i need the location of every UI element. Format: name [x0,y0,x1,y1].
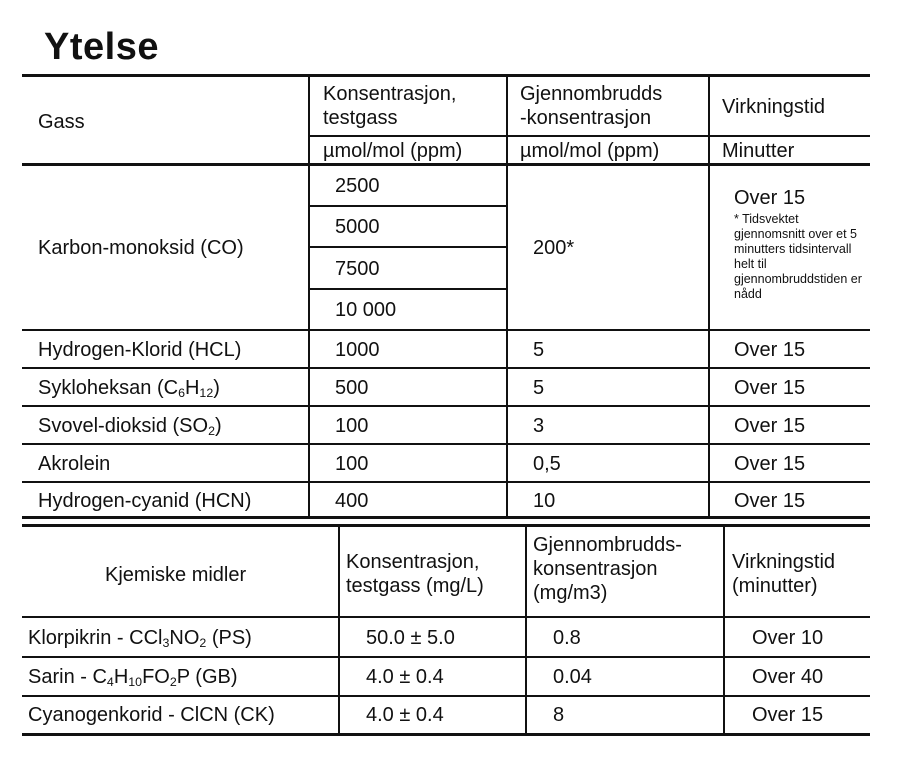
header-breakthrough [533,533,682,605]
co-footnote: * Tidsvektet gjennomsnitt over et 5 minutters tidsintervall helt til gjennombruddstiden er nådd [734,212,862,301]
header-chemical-agents: Kjemiske midler [105,564,247,586]
gas-breakthrough: 5 [533,339,545,361]
co-concentration: 7500 [335,258,380,280]
gas-action-time: Over 15 [734,377,806,399]
header-breakthrough-line3: (mg/m3) [533,582,608,604]
gas-action-time: Over 15 [734,490,806,512]
co-subrow-divider-3 [309,288,507,290]
header-breakthrough-line1: Gjennombrudds- [533,534,682,556]
header-concentration-line1: Konsentrasjon, [323,83,457,105]
table1-row-divider [22,443,870,445]
gas-name: Svovel-dioksid $(SO_2)$ [38,415,222,439]
co-action-time: Over 15 [734,187,806,209]
gas-name: Akrolein [38,453,111,475]
gas-concentration: 100 [335,415,369,437]
gas-name: Hydrogen-Klorid (HCL) [38,339,242,361]
header-breakthrough-line1: Gjennombrudds [520,83,663,105]
gas-name: Sykloheksan $(C_6H_{12})$ [38,377,220,401]
gas-breakthrough: 5 [533,377,545,399]
agent-name: Klorpikrin - $CCl_3NO_2$ (PS) [28,627,252,651]
table1-column-divider [308,75,310,518]
gas-action-time: Over 15 [734,339,806,361]
table1-bottom-border [22,516,870,519]
table2-row-divider [22,656,870,658]
gas-concentration: 1000 [335,339,380,361]
gas-breakthrough: 3 [533,415,545,437]
agent-breakthrough: 8 [553,704,565,726]
table1-column-divider [708,75,710,518]
table1-header-bottom [22,163,870,166]
gas-action-time: Over 15 [734,415,806,437]
page-title: Ytelse [44,26,159,68]
co-concentration: 5000 [335,216,380,238]
co-gas-name: Karbon-monoksid (CO) [38,237,244,259]
gas-concentration: 100 [335,453,369,475]
table2-column-divider [338,526,340,735]
gas-action-time: Over 15 [734,453,806,475]
header-gas: Gass [38,111,85,133]
agent-breakthrough: 0.04 [553,666,592,688]
agent-action-time: Over 40 [752,666,824,688]
table1-row-divider [22,405,870,407]
header-breakthrough-unit: µmol/mol (ppm) [520,140,660,162]
header-concentration [346,550,484,598]
agent-action-time: Over 15 [752,704,824,726]
co-subrow-divider-1 [309,205,507,207]
header-action-time [732,550,835,598]
header-action-time-unit: Minutter [722,140,795,162]
gas-concentration: 500 [335,377,369,399]
co-breakthrough: 200* [533,237,575,259]
header-concentration-line2: testgass [323,107,398,129]
header-action-time-line2: (minutter) [732,575,818,597]
table1-row-divider [22,367,870,369]
agent-action-time: Over 10 [752,627,824,649]
table-separator [22,524,870,527]
agent-concentration: 4.0 ± 0.4 [366,666,444,688]
agent-concentration: 4.0 ± 0.4 [366,704,444,726]
table2-header-bottom [22,616,870,618]
gas-breakthrough: 10 [533,490,556,512]
co-concentration: 10 000 [335,299,397,321]
agent-breakthrough: 0.8 [553,627,581,649]
header-breakthrough [520,82,662,130]
gas-breakthrough: 0,5 [533,453,561,475]
header-concentration-line2: testgass (mg/L) [346,575,484,597]
table1-column-divider [506,75,508,518]
header-concentration-line1: Konsentrasjon, [346,551,480,573]
header-breakthrough-line2: -konsentrasjon [520,107,652,129]
gas-name: Hydrogen-cyanid (HCN) [38,490,252,512]
table1-row-divider [22,329,870,331]
header-action-time-line1: Virkningstid [732,551,836,573]
agent-name: Sarin - $C_4H_{10}FO_2P$ (GB) [28,666,238,690]
table1-top-border [22,74,870,77]
table1-row-divider [22,481,870,483]
header-concentration [323,82,456,130]
table1-header-divider [309,135,870,137]
agent-concentration: 50.0 ± 5.0 [366,627,455,649]
gas-concentration: 400 [335,490,369,512]
table2-row-divider [22,695,870,697]
table2-column-divider [723,526,725,735]
agent-name: Cyanogenkorid - ClCN (CK) [28,704,275,726]
header-breakthrough-line2: konsentrasjon [533,558,658,580]
co-concentration: 2500 [335,175,380,197]
table2-bottom-border [22,733,870,736]
table2-column-divider [525,526,527,735]
co-subrow-divider-2 [309,246,507,248]
header-concentration-unit: µmol/mol (ppm) [323,140,463,162]
header-action-time: Virkningstid [722,96,826,118]
